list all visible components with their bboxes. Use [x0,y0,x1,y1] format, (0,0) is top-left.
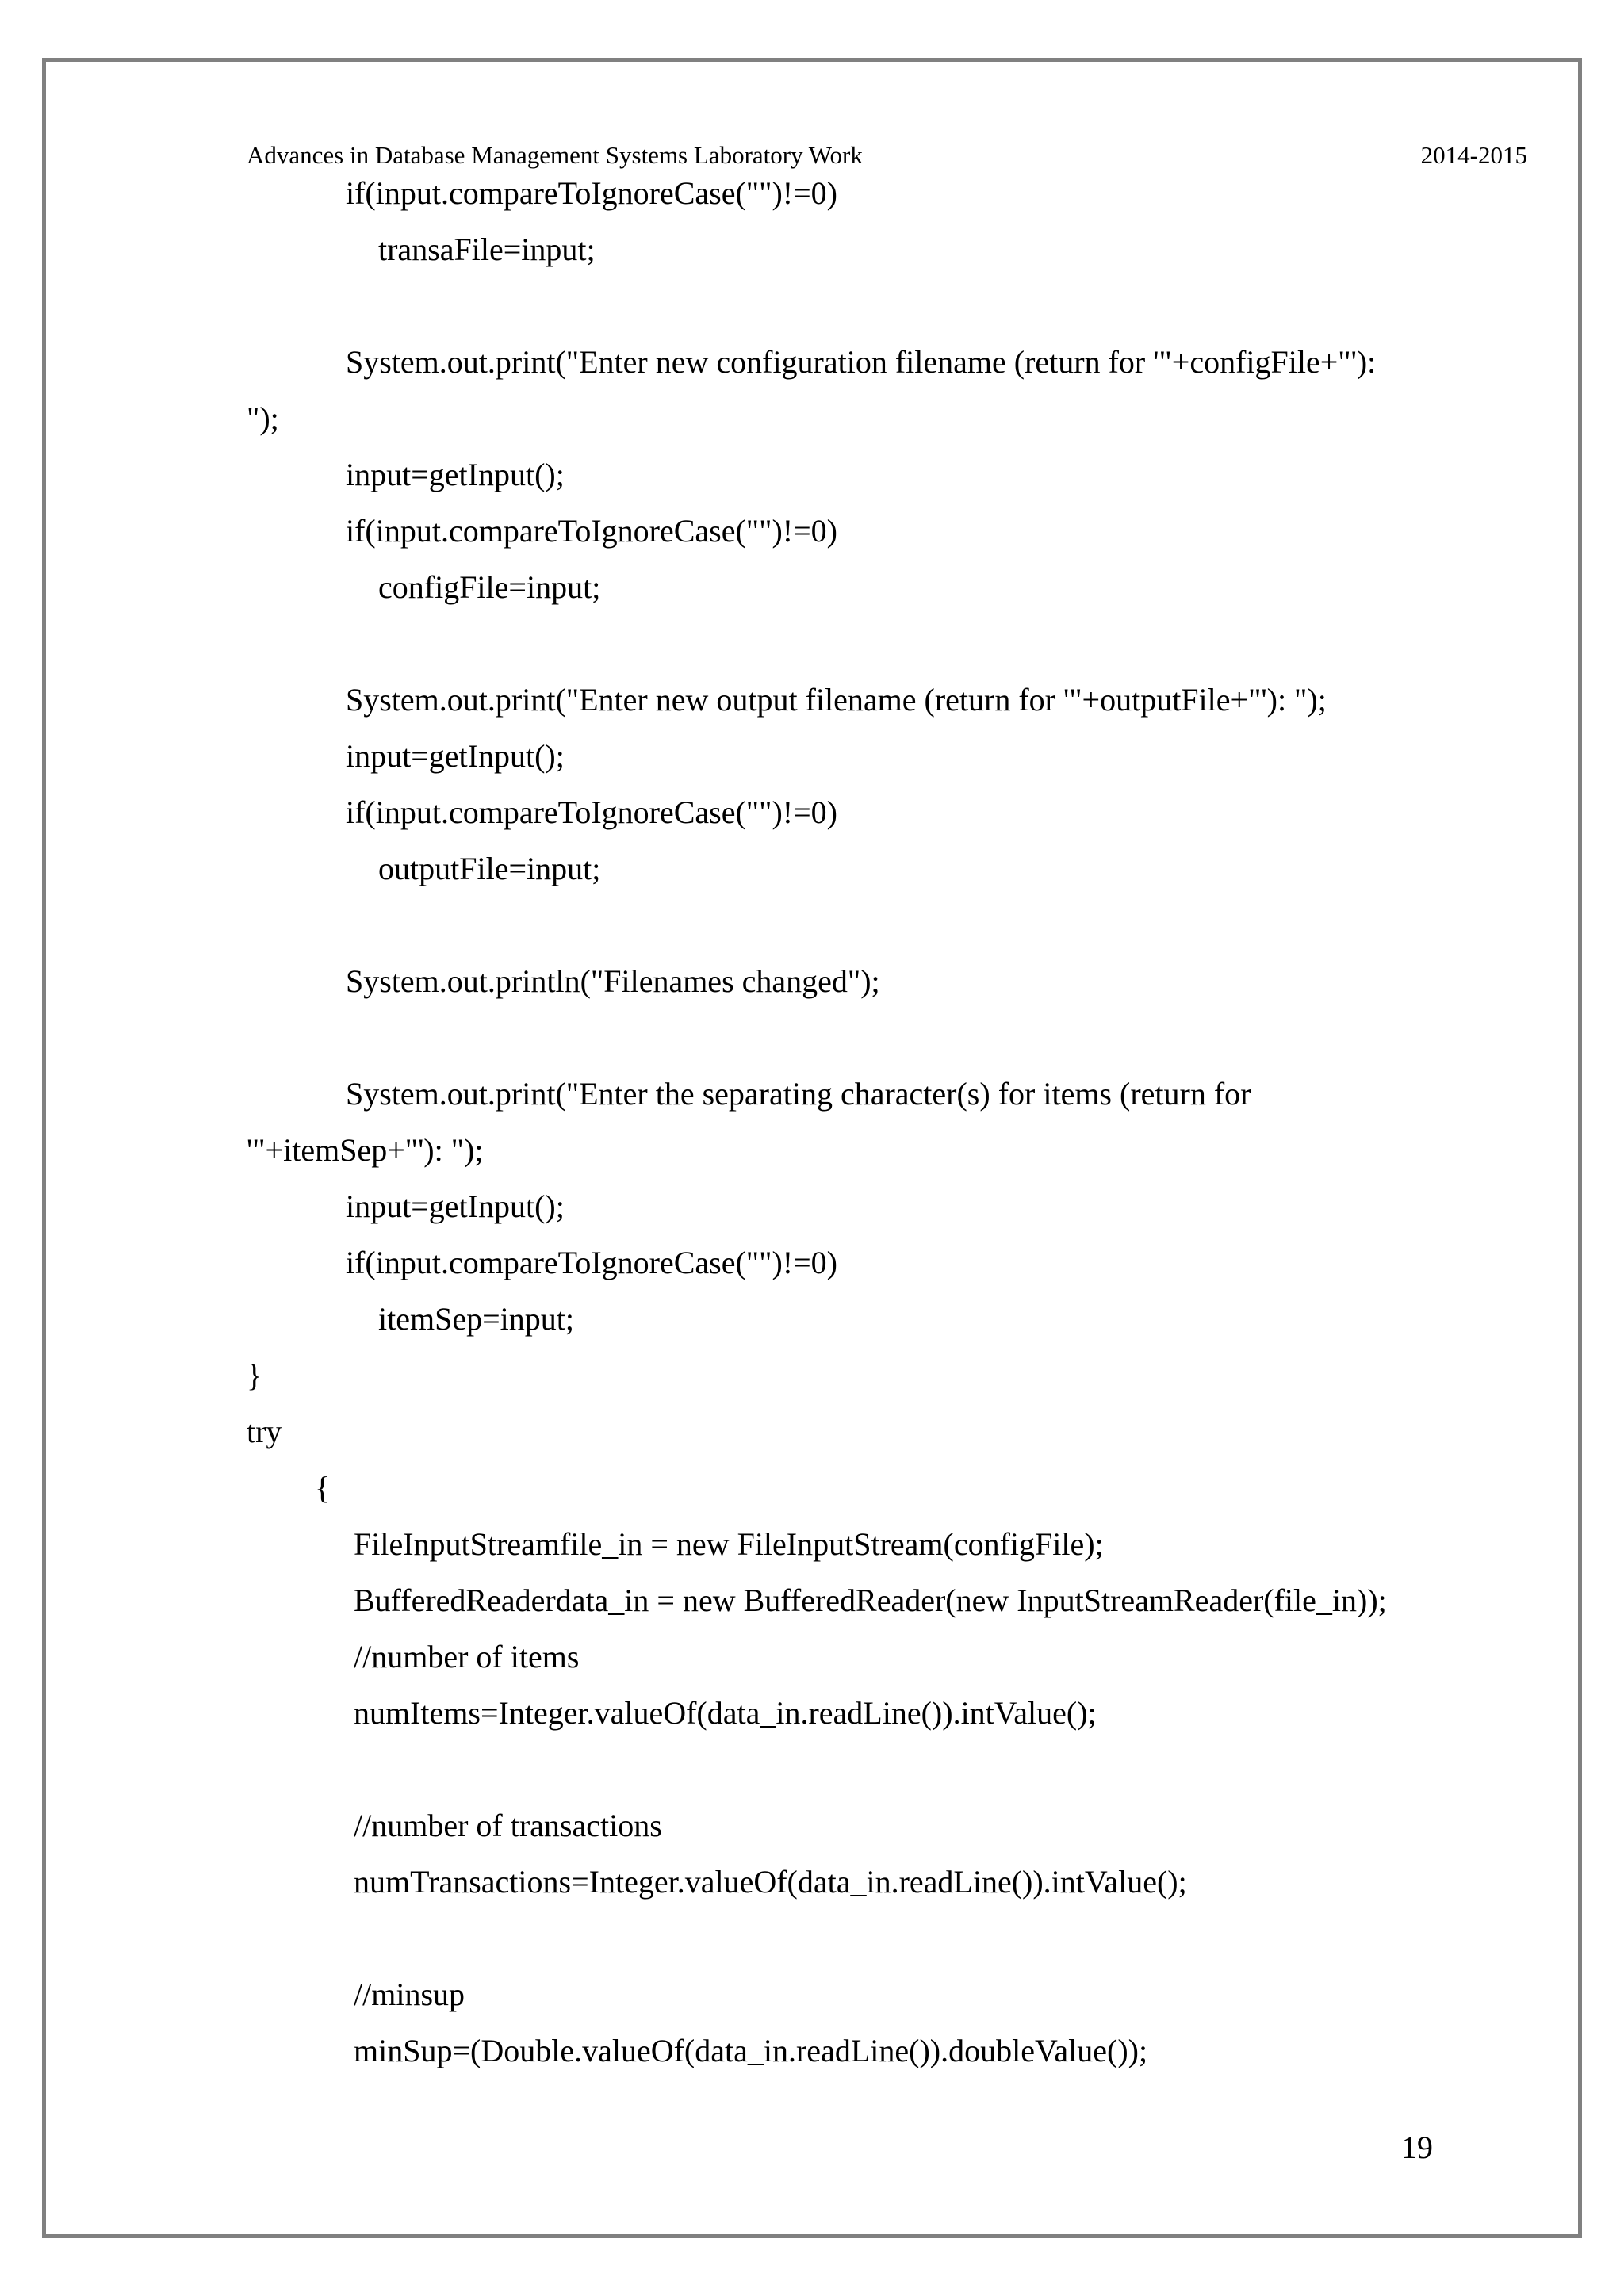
code-line: if(input.compareToIgnoreCase("")!=0) [346,513,837,549]
code-line: FileInputStreamfile_in = new FileInputStream(configFile); [354,1526,1104,1562]
code-line: //number of transactions [354,1808,662,1843]
code-line: System.out.println("Filenames changed"); [346,963,880,999]
code-line: //minsup [354,1976,465,2012]
code-line: if(input.compareToIgnoreCase("")!=0) [346,794,837,830]
code-line: input=getInput(); [346,1188,565,1224]
code-line: if(input.compareToIgnoreCase("")!=0) [346,175,837,211]
code-line: try [247,1414,282,1449]
code-line: System.out.print("Enter new output filename (return for '"+outputFile+"'): "); [346,682,1327,718]
code-line: minSup=(Double.valueOf(data_in.readLine()).doubleValue()); [354,2033,1148,2068]
code-line: numItems=Integer.valueOf(data_in.readLine()).intValue(); [354,1695,1097,1731]
code-line: System.out.print("Enter the separating character(s) for items (return for [346,1076,1251,1112]
header-year: 2014-2015 [1420,141,1527,169]
code-line: transaFile=input; [378,232,596,267]
code-line: itemSep=input; [378,1301,574,1337]
code-line: "); [247,400,279,436]
code-line: input=getInput(); [346,457,565,492]
code-line: outputFile=input; [378,851,601,886]
code-line: } [247,1357,262,1393]
code-line: BufferedReaderdata_in = new BufferedReader(new InputStreamReader(file_in)); [354,1582,1387,1618]
code-line: '"+itemSep+"'): "); [247,1132,484,1168]
code-line: //number of items [354,1639,580,1674]
header-title: Advances in Database Management Systems Laboratory Work [247,141,863,169]
code-line: configFile=input; [378,569,601,605]
code-line: System.out.print("Enter new configuration filename (return for '"+configFile+"'): [346,344,1377,380]
code-line: numTransactions=Integer.valueOf(data_in.readLine()).intValue(); [354,1864,1187,1900]
code-line: { [315,1470,331,1506]
page-number: 19 [1401,2130,1433,2165]
code-line: if(input.compareToIgnoreCase("")!=0) [346,1245,837,1280]
code-line: input=getInput(); [346,738,565,774]
